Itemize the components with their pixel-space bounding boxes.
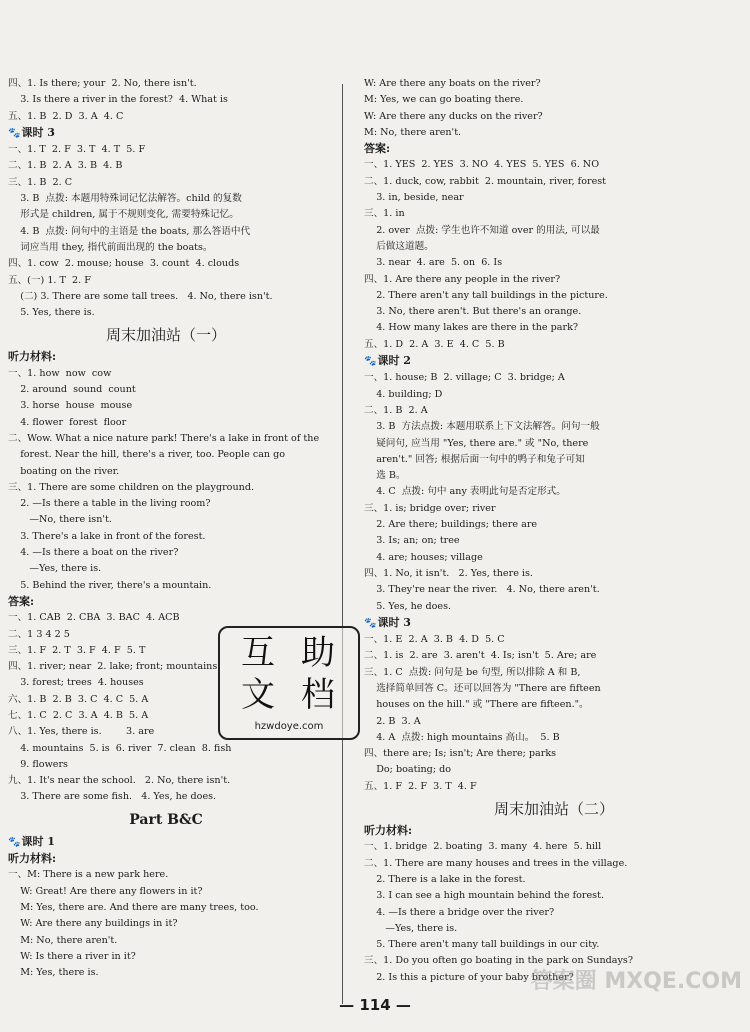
answer-line: W: Great! Are there any flowers in it? <box>8 885 203 897</box>
section-heading: 周末加油站（二） <box>493 800 614 819</box>
answer-line: 2. around sound count <box>8 384 136 396</box>
answer-line: 2. Is this a picture of your baby brother? <box>364 971 574 983</box>
subsection-heading: 答案: <box>8 594 35 608</box>
section-heading: 周末加油站（一） <box>105 326 226 345</box>
answer-line: 4. —Is there a boat on the river? <box>8 547 179 559</box>
answer-line: 4. A 点拨: high mountains 高山。 5. B <box>364 731 560 743</box>
answer-line: 四、1. No, it isn't. 2. Yes, there is. <box>364 567 533 579</box>
answer-line: 3. in, beside, near <box>364 192 464 204</box>
answer-line: 五、(一) 1. T 2. F <box>8 274 91 286</box>
answer-line: 四、1. cow 2. mouse; house 3. count 4. clouds <box>8 258 240 270</box>
answer-line: 五、1. D 2. A 3. E 4. C 5. B <box>364 338 505 350</box>
answer-line: 5. Yes, there is. <box>8 307 95 319</box>
answer-line: 一、1. house; B 2. village; C 3. bridge; A <box>364 372 565 384</box>
answer-line: W: Are there any ducks on the river? <box>364 110 543 122</box>
answer-line: 3. near 4. are 5. on 6. Is <box>364 257 503 269</box>
answer-line: M: No, there aren't. <box>364 126 462 138</box>
answer-line: boating on the river. <box>8 465 120 477</box>
answer-line: (二) 3. There are some tall trees. 4. No, there isn't. <box>8 290 273 302</box>
answer-line: 四、there are; Is; isn't; Are there; parks <box>364 748 557 760</box>
answer-line: 三、1. There are some children on the playground. <box>8 481 255 493</box>
answer-line: 三、1. is; bridge over; river <box>364 502 496 514</box>
stamp-char: 助 <box>301 633 335 673</box>
answer-line: 一、1. T 2. F 3. T 4. T 5. F <box>8 144 146 156</box>
answer-line: 3. B 点拨: 本题用特殊词记忆法解答。child 的复数 <box>8 193 242 205</box>
answer-line: aren't." 回答; 根据后面一句中的鸭子和兔子可知 <box>364 453 585 465</box>
answer-line: 七、1. C 2. C 3. A 4. B 5. A <box>8 709 149 721</box>
answer-line: houses on the hill." 或 "There are fifteen."。 <box>364 699 589 711</box>
answer-line: W: Are there any boats on the river? <box>364 78 541 89</box>
answer-line: 选 B。 <box>364 470 406 482</box>
answer-line: 3. Is there a river in the forest? 4. What is <box>8 94 228 106</box>
answer-line: 五、1. F 2. F 3. T 4. F <box>364 780 477 792</box>
answer-line: 六、1. B 2. B 3. C 4. C 5. A <box>8 693 149 705</box>
column-divider <box>342 84 343 1004</box>
answer-line: 3. forest; trees 4. houses <box>8 677 144 689</box>
paw-icon: 🐾 <box>364 617 377 629</box>
answer-line: 4. C 点拨: 句中 any 表明此句是否定形式。 <box>364 486 566 498</box>
answer-line: 4. B 点拨: 问句中的主语是 the boats, 那么答语中代 <box>8 225 251 237</box>
subsection-heading <box>8 125 324 142</box>
answer-line: W: Are there any buildings in it? <box>8 918 178 930</box>
answer-line: 一、1. how now cow <box>8 367 112 379</box>
subsection-heading: 答案: <box>364 142 391 156</box>
answer-line: 三、1. Do you often go boating in the park on Sundays? <box>364 955 633 967</box>
watermark: 答案圈 MXQE.COM <box>530 969 742 994</box>
answer-line: 4. mountains 5. is 6. river 7. clean 8. fish <box>8 742 232 754</box>
answer-line: 词应当用 they, 指代前面出现的 the boats。 <box>8 241 213 253</box>
subsection-heading: 听力材料: <box>8 350 57 364</box>
page-number: — 114 — <box>339 996 411 1014</box>
answer-line: 4. building; D <box>364 388 443 400</box>
answer-line: 3. I can see a high mountain behind the forest. <box>364 890 604 902</box>
lesson-label: 课时 3 <box>21 125 55 139</box>
answer-line: 2. —Is there a table in the living room? <box>8 498 211 510</box>
answer-line: 二、1. B 2. A 3. B 4. B <box>8 160 123 172</box>
answer-line: M: Yes, we can go boating there. <box>364 94 524 106</box>
answer-line: 3. They're near the river. 4. No, there aren't. <box>364 584 600 596</box>
answer-line: 3. No, there aren't. But there's an orange. <box>364 306 582 318</box>
answer-line: 三、1. F 2. T 3. F 4. F 5. T <box>8 644 146 656</box>
lesson-label: 课时 1 <box>21 834 55 848</box>
answer-line: 5. Yes, he does. <box>364 600 452 612</box>
answer-line: 四、1. Is there; your 2. No, there isn't. <box>8 78 197 89</box>
answer-line: M: No, there aren't. <box>8 934 118 946</box>
answer-line: —Yes, there is. <box>364 922 458 934</box>
stamp-char: 文 <box>241 675 275 715</box>
answer-line: 2. B 3. A <box>364 715 421 727</box>
lesson-label: 课时 2 <box>377 354 411 368</box>
answer-line: 2. Are there; buildings; there are <box>364 519 538 531</box>
answer-line: M: Yes, there are. And there are many trees, too. <box>8 901 259 913</box>
subsection-heading: 听力材料: <box>364 824 413 838</box>
answer-line: 9. flowers <box>8 758 68 770</box>
subsection-heading <box>8 834 324 851</box>
answer-line: W: Is there a river in it? <box>8 950 136 962</box>
answer-line: 一、1. E 2. A 3. B 4. D 5. C <box>364 634 505 646</box>
section-heading: Part B&C <box>129 811 203 828</box>
answer-line: 二、1. is 2. are 3. aren't 4. Is; isn't 5. Are; are <box>364 650 597 662</box>
answer-line: 2. There aren't any tall buildings in the picture. <box>364 289 608 301</box>
answer-line: 3. There's a lake in front of the forest. <box>8 530 206 542</box>
left-column <box>8 76 324 981</box>
answer-line: 3. Is; an; on; tree <box>364 535 460 547</box>
answer-line: 一、1. bridge 2. boating 3. many 4. here 5. hill <box>364 841 602 853</box>
answer-line: 4. How many lakes are there in the park? <box>364 322 579 334</box>
answer-line: —Yes, there is. <box>8 563 102 575</box>
answer-line: 四、1. river; near 2. lake; front; mountains <box>8 661 218 673</box>
lesson-label: 课时 3 <box>377 615 411 629</box>
answer-line: 4. —Is there a bridge over the river? <box>364 906 555 918</box>
stamp-logo <box>218 626 360 740</box>
paw-icon: 🐾 <box>8 836 21 848</box>
subsection-heading <box>364 615 744 632</box>
answer-line: 5. Behind the river, there's a mountain. <box>8 579 212 591</box>
answer-line: 二、Wow. What a nice nature park! There's a lake in front of the <box>8 432 320 444</box>
answer-line: 四、1. Are there any people in the river? <box>364 273 561 285</box>
answer-line: 三、1. C 点拨: 问句是 be 句型, 所以排除 A 和 B, <box>364 666 581 678</box>
answer-line: 二、1 3 4 2 5 <box>8 628 70 640</box>
answer-line: 3. horse house mouse <box>8 400 133 412</box>
subsection-heading <box>364 353 744 370</box>
answer-line: 九、1. It's near the school. 2. No, there isn't. <box>8 775 231 787</box>
stamp-url: hzwdoye.com <box>254 721 324 732</box>
paw-icon: 🐾 <box>364 356 377 368</box>
answer-line: 八、1. Yes, there is. 3. are <box>8 726 155 738</box>
answer-line: 二、1. duck, cow, rabbit 2. mountain, river, forest <box>364 175 607 187</box>
answer-line: forest. Near the hill, there's a river, too. People can go <box>8 449 286 461</box>
answer-line: —No, there isn't. <box>8 514 112 526</box>
paw-icon: 🐾 <box>8 127 21 139</box>
stamp-char: 档 <box>301 675 335 715</box>
answer-line: 一、M: There is a new park here. <box>8 869 169 881</box>
answer-line: 5. There aren't many tall buildings in our city. <box>364 939 600 951</box>
answer-line: 二、1. B 2. A <box>364 404 428 416</box>
answer-line: 二、1. There are many houses and trees in the village. <box>364 857 628 869</box>
answer-line: 疑问句, 应当用 "Yes, there are." 或 "No, there <box>364 437 589 449</box>
answer-line: 4. flower forest floor <box>8 416 127 428</box>
answer-line: 2. over 点拨: 学生也许不知道 over 的用法, 可以最 <box>364 224 600 236</box>
answer-line: 三、1. B 2. C <box>8 176 73 188</box>
answer-line: M: Yes, there is. <box>8 967 99 979</box>
answer-line: 选择简单回答 C。还可以回答为 "There are fifteen <box>364 682 601 694</box>
answer-line: 4. are; houses; village <box>364 551 483 563</box>
right-column <box>364 76 744 986</box>
answer-line: 一、1. YES 2. YES 3. NO 4. YES 5. YES 6. NO <box>364 159 600 171</box>
subsection-heading: 听力材料: <box>8 852 57 866</box>
answer-line: 3. There are some fish. 4. Yes, he does. <box>8 791 217 803</box>
answer-line: 三、1. in <box>364 208 405 220</box>
answer-line: 一、1. CAB 2. CBA 3. BAC 4. ACB <box>8 612 180 624</box>
answer-line: 3. B 方法点拨: 本题用联系上下文法解答。问句一般 <box>364 421 600 433</box>
answer-line: 后做这道题。 <box>364 240 434 252</box>
answer-line: Do; boating; do <box>364 764 452 776</box>
answer-line: 五、1. B 2. D 3. A 4. C <box>8 110 124 122</box>
stamp-char: 互 <box>241 633 275 673</box>
answer-line: 形式是 children, 属于不规则变化, 需要特殊记忆。 <box>8 209 239 221</box>
answer-line: 2. There is a lake in the forest. <box>364 873 526 885</box>
